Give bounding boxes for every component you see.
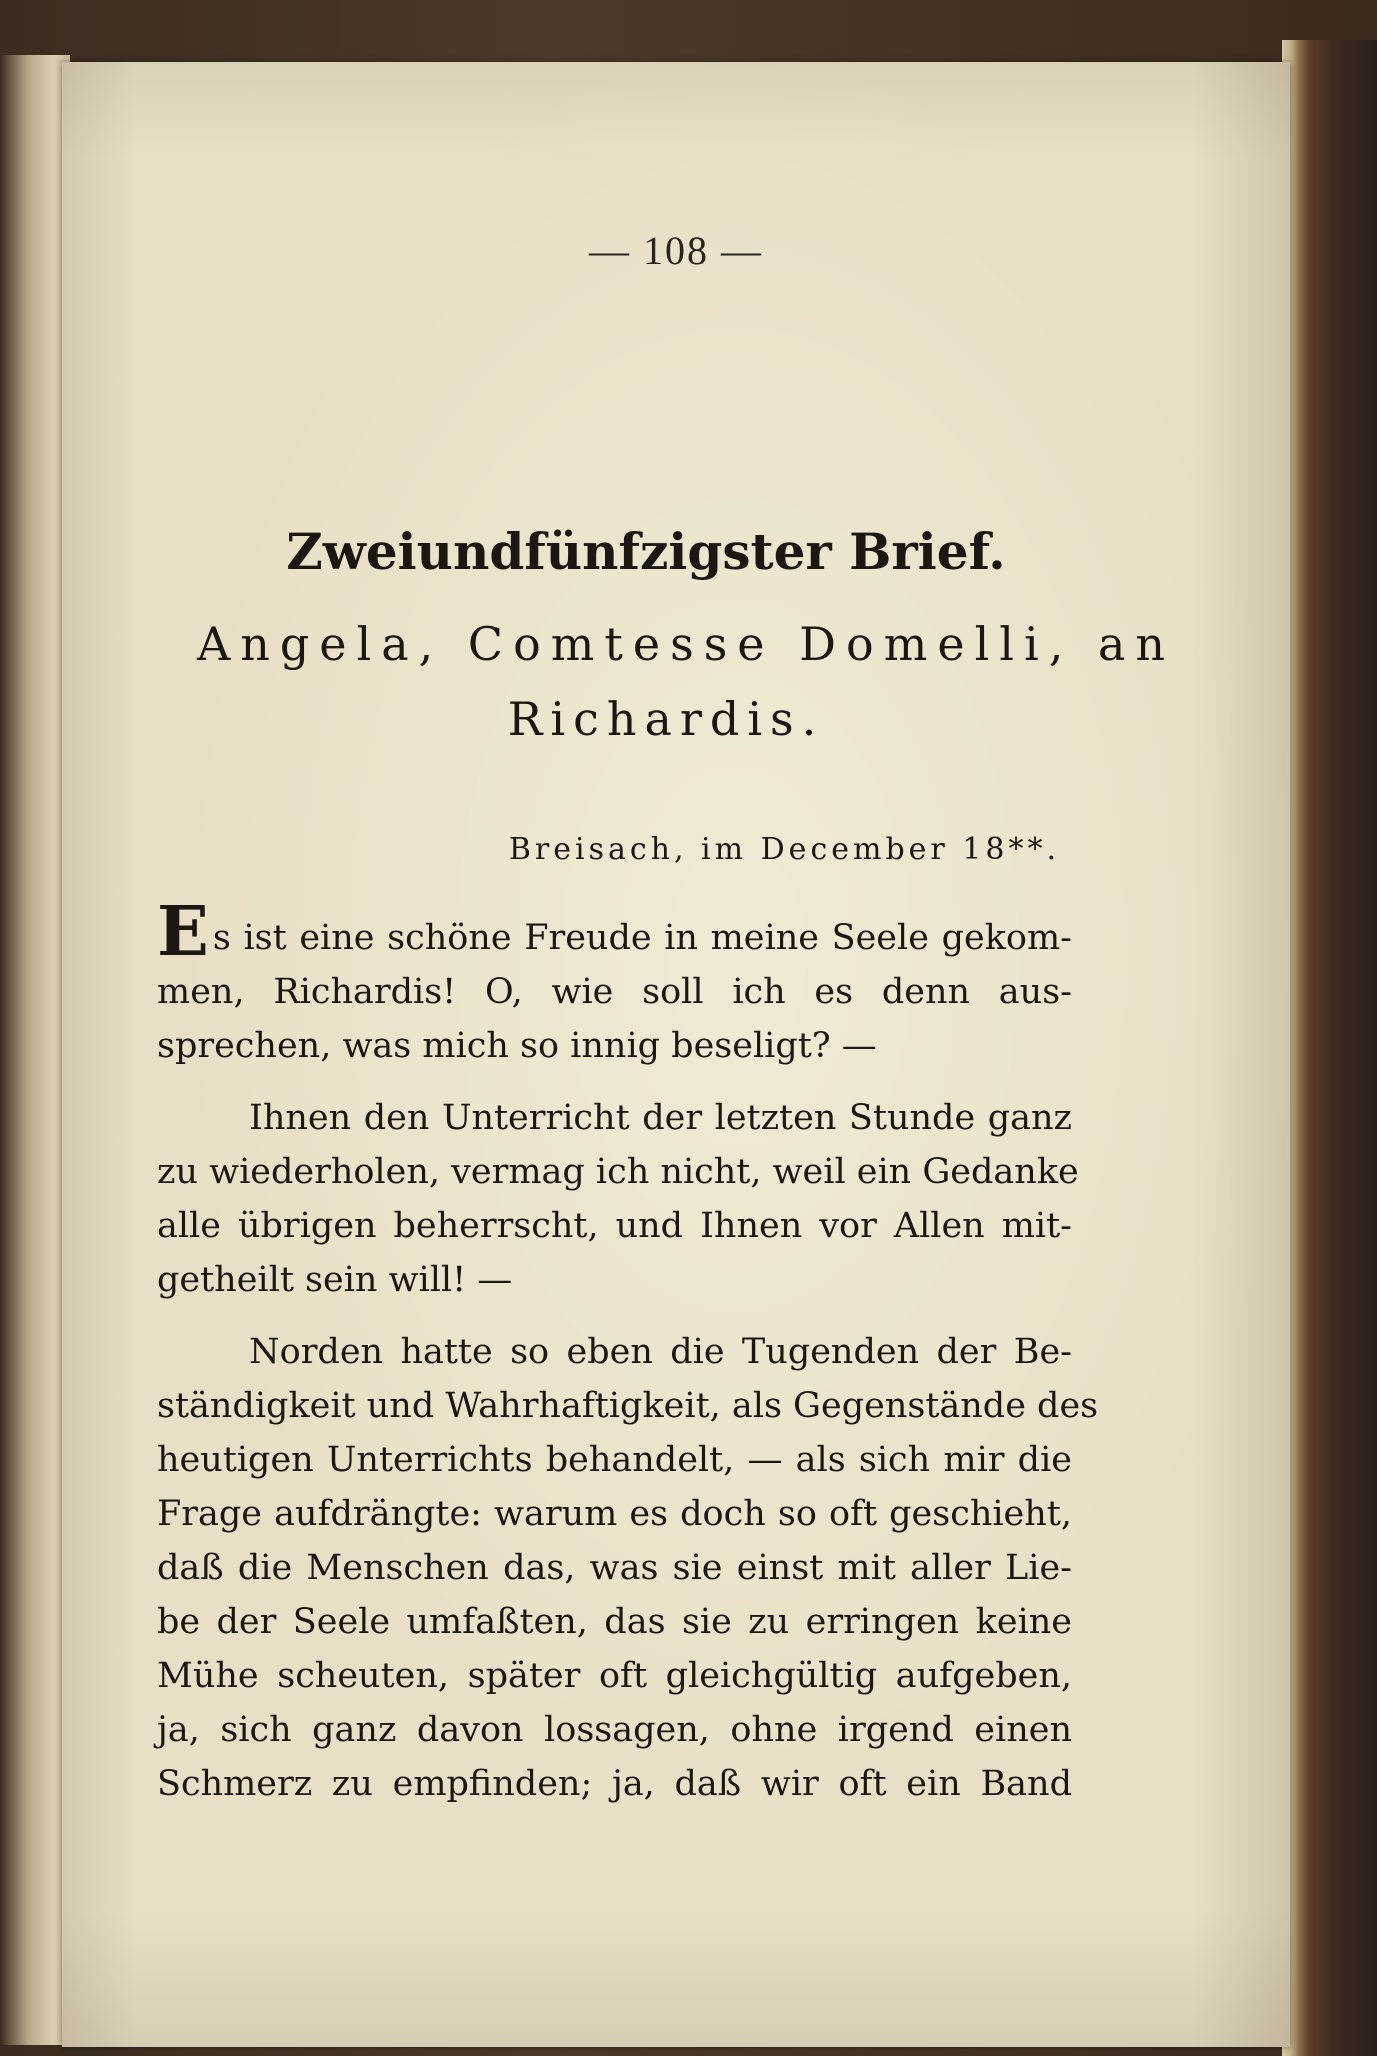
body-line: zu wiederholen, vermag ich nicht, weil ein Gedanke: [157, 1152, 1079, 1192]
body-line: Frage aufdrängte: warum es doch so oft geschieht,: [157, 1494, 1072, 1534]
paragraph-gap: [157, 1307, 1072, 1325]
drop-cap: E: [157, 892, 209, 972]
body-line: Mühe scheuten, später oft gleichgültig aufgeben,: [157, 1656, 1072, 1696]
body-line: ständigkeit und Wahrhaftigkeit, als Gegenstände des: [157, 1386, 1099, 1426]
letter-dateline: Breisach, im December 18**.: [508, 832, 1060, 867]
letter-sender-line: Angela, Comtesse Domelli, an: [196, 617, 1176, 671]
paragraph-1: [157, 892, 1072, 1073]
body-line: alle übrigen beherrscht, und Ihnen vor Allen mit-: [157, 1206, 1072, 1246]
body-line: sprechen, was mich so innig beseligt? —: [157, 1026, 877, 1066]
letter-body: [157, 892, 1099, 1811]
body-line: Schmerz zu empfinden; ja, daß wir oft ein Band: [157, 1764, 1072, 1804]
body-line-text: s ist eine schöne Freude in meine Seele gekom-: [212, 918, 1072, 958]
paragraph-gap: [157, 1073, 1072, 1091]
facing-page-edge: [0, 55, 70, 2045]
paragraph-2: [157, 1091, 1079, 1307]
body-line: Norden hatte so eben die Tugenden der Be-: [249, 1332, 1072, 1372]
body-line: Ihnen den Unterricht der letzten Stunde ganz: [249, 1098, 1072, 1138]
page-stack-edge: [1282, 40, 1377, 2056]
body-line: getheilt sein will! —: [157, 1260, 513, 1300]
letter-recipient-line: Richardis.: [507, 692, 825, 746]
body-line: be der Seele umfaßten, das sie zu erringen keine: [157, 1602, 1072, 1642]
body-line: [157, 892, 1072, 972]
page-number: — 108 —: [589, 228, 763, 273]
body-line: heutigen Unterrichts behandelt, — als sich mir die: [157, 1440, 1072, 1480]
paragraph-3: [157, 1325, 1099, 1811]
book-page: [62, 62, 1290, 2047]
body-line: daß die Menschen das, was sie einst mit aller Lie-: [157, 1548, 1072, 1588]
body-line: ja, sich ganz davon lossagen, ohne irgend einen: [157, 1710, 1072, 1750]
letter-title: Zweiundfünfzigster Brief.: [286, 522, 1006, 581]
body-line: men, Richardis! O, wie soll ich es denn aus-: [157, 972, 1072, 1012]
